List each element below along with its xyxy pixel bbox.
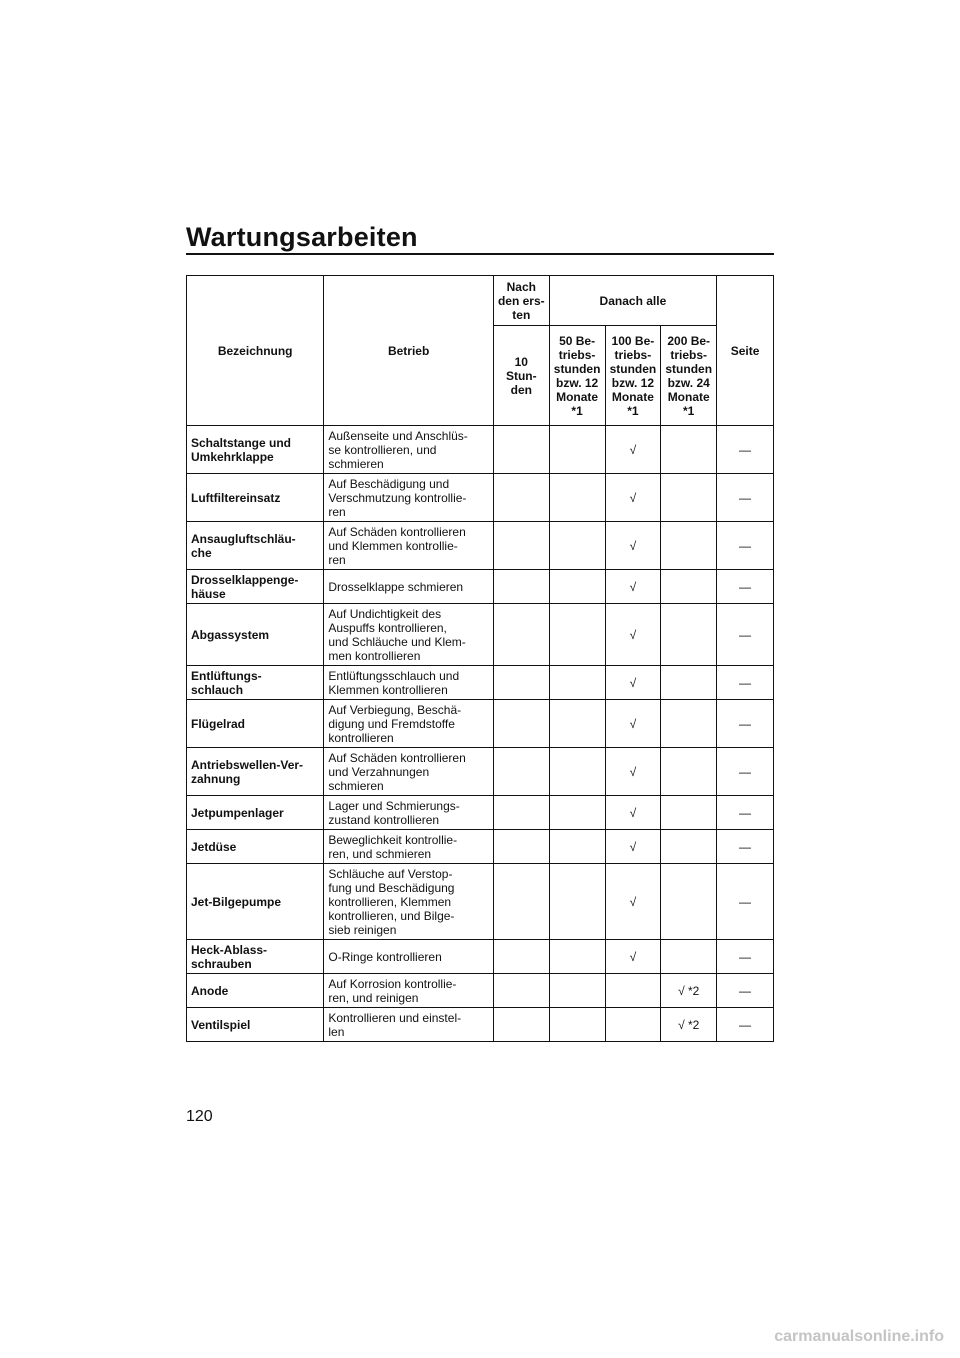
row-mark-200h (661, 700, 717, 748)
row-operation: Auf Schäden kontrollieren und Verzahnungen schmieren (324, 748, 494, 796)
row-mark-200h: √ *2 (661, 1008, 717, 1042)
header-100-stunden: 100 Be- triebs- stunden bzw. 12 Monate *1 (605, 326, 661, 426)
row-seite: — (717, 426, 774, 474)
row-name: Jet-Bilgepumpe (187, 864, 324, 940)
table-row (187, 426, 774, 474)
row-mark-50h (549, 974, 605, 1008)
header-200-stunden: 200 Be- triebs- stunden bzw. 24 Monate *1 (661, 326, 717, 426)
row-mark-10h (493, 700, 549, 748)
row-mark-50h (549, 1008, 605, 1042)
table-row (187, 700, 774, 748)
row-mark-50h (549, 796, 605, 830)
row-mark-200h (661, 426, 717, 474)
row-name: Antriebswellen-Ver- zahnung (187, 748, 324, 796)
row-mark-50h (549, 426, 605, 474)
row-mark-10h (493, 604, 549, 666)
table-row (187, 830, 774, 864)
row-mark-10h (493, 748, 549, 796)
row-name: Entlüftungs- schlauch (187, 666, 324, 700)
row-mark-50h (549, 604, 605, 666)
row-operation: Auf Schäden kontrollieren und Klemmen kontrollie- ren (324, 522, 494, 570)
row-mark-100h (605, 1008, 661, 1042)
table-row (187, 796, 774, 830)
row-operation: Beweglichkeit kontrollie- ren, und schmieren (324, 830, 494, 864)
header-10-stunden: 10 Stun- den (493, 326, 549, 426)
table-row (187, 570, 774, 604)
table-row (187, 522, 774, 570)
row-operation: Lager und Schmierungs- zustand kontrollieren (324, 796, 494, 830)
row-mark-50h (549, 570, 605, 604)
header-betrieb: Betrieb (324, 276, 494, 426)
row-operation: Auf Korrosion kontrollie- ren, und reinigen (324, 974, 494, 1008)
row-mark-200h (661, 864, 717, 940)
row-mark-200h (661, 474, 717, 522)
row-operation: Auf Undichtigkeit des Auspuffs kontrollieren, und Schläuche und Klem- men kontrollieren (324, 604, 494, 666)
table-row (187, 864, 774, 940)
row-mark-10h (493, 666, 549, 700)
row-mark-100h: √ (605, 474, 661, 522)
title-rule (186, 253, 774, 255)
row-name: Heck-Ablass- schrauben (187, 940, 324, 974)
maintenance-table (186, 275, 774, 1042)
table-row (187, 974, 774, 1008)
row-mark-50h (549, 700, 605, 748)
row-mark-10h (493, 426, 549, 474)
row-mark-50h (549, 830, 605, 864)
row-mark-200h (661, 830, 717, 864)
row-seite: — (717, 864, 774, 940)
row-mark-10h (493, 1008, 549, 1042)
row-mark-100h: √ (605, 940, 661, 974)
row-seite: — (717, 522, 774, 570)
row-name: Ventilspiel (187, 1008, 324, 1042)
row-mark-10h (493, 570, 549, 604)
row-mark-10h (493, 974, 549, 1008)
row-mark-10h (493, 474, 549, 522)
row-mark-50h (549, 522, 605, 570)
row-name: Luftfiltereinsatz (187, 474, 324, 522)
row-name: Schaltstange und Umkehrklappe (187, 426, 324, 474)
header-bezeichnung: Bezeichnung (187, 276, 324, 426)
row-name: Anode (187, 974, 324, 1008)
row-mark-100h: √ (605, 830, 661, 864)
row-seite: — (717, 748, 774, 796)
table-row (187, 1008, 774, 1042)
row-mark-100h: √ (605, 700, 661, 748)
row-mark-100h: √ (605, 796, 661, 830)
row-mark-50h (549, 666, 605, 700)
row-seite: — (717, 570, 774, 604)
row-mark-10h (493, 864, 549, 940)
table-row (187, 940, 774, 974)
row-mark-200h (661, 666, 717, 700)
row-mark-10h (493, 830, 549, 864)
row-operation: Auf Verbiegung, Beschä- digung und Fremdstoffe kontrollieren (324, 700, 494, 748)
table-row (187, 474, 774, 522)
header-seite: Seite (717, 276, 774, 426)
row-seite: — (717, 940, 774, 974)
row-seite: — (717, 1008, 774, 1042)
table-row (187, 748, 774, 796)
header-nach-den-ersten: Nach den ers- ten (493, 276, 549, 326)
row-mark-50h (549, 474, 605, 522)
row-mark-10h (493, 522, 549, 570)
row-mark-200h (661, 748, 717, 796)
row-mark-50h (549, 940, 605, 974)
row-mark-50h (549, 748, 605, 796)
row-mark-10h (493, 796, 549, 830)
row-mark-100h: √ (605, 604, 661, 666)
row-name: Abgassystem (187, 604, 324, 666)
row-seite: — (717, 700, 774, 748)
row-seite: — (717, 830, 774, 864)
page-number: 120 (186, 1108, 213, 1125)
row-name: Flügelrad (187, 700, 324, 748)
row-mark-100h: √ (605, 570, 661, 604)
row-mark-200h (661, 940, 717, 974)
row-mark-10h (493, 940, 549, 974)
row-operation: Schläuche auf Verstop- fung und Beschädigung kontrollieren, Klemmen kontrollieren, und Bilge- sieb reinigen (324, 864, 494, 940)
row-mark-200h (661, 796, 717, 830)
row-mark-50h (549, 864, 605, 940)
row-mark-200h: √ *2 (661, 974, 717, 1008)
row-operation: Entlüftungsschlauch und Klemmen kontrollieren (324, 666, 494, 700)
row-name: Ansaugluftschläu- che (187, 522, 324, 570)
row-operation: Außenseite und Anschlüs- se kontrollieren, und schmieren (324, 426, 494, 474)
header-50-stunden: 50 Be- triebs- stunden bzw. 12 Monate *1 (549, 326, 605, 426)
page-title: Wartungsarbeiten (186, 222, 418, 252)
row-operation: Kontrollieren und einstel- len (324, 1008, 494, 1042)
header-danach-alle: Danach alle (549, 276, 716, 326)
row-mark-100h (605, 974, 661, 1008)
row-mark-200h (661, 570, 717, 604)
watermark: carmanualsonline.info (774, 1328, 944, 1345)
table-row (187, 666, 774, 700)
row-seite: — (717, 604, 774, 666)
row-mark-100h: √ (605, 522, 661, 570)
row-mark-200h (661, 522, 717, 570)
row-name: Jetdüse (187, 830, 324, 864)
row-mark-100h: √ (605, 864, 661, 940)
row-name: Drosselklappenge- häuse (187, 570, 324, 604)
row-operation: Auf Beschädigung und Verschmutzung kontrollie- ren (324, 474, 494, 522)
row-operation: O-Ringe kontrollieren (324, 940, 494, 974)
row-seite: — (717, 666, 774, 700)
row-name: Jetpumpenlager (187, 796, 324, 830)
row-mark-200h (661, 604, 717, 666)
table-row (187, 604, 774, 666)
row-seite: — (717, 796, 774, 830)
row-mark-100h: √ (605, 666, 661, 700)
row-mark-100h: √ (605, 426, 661, 474)
row-seite: — (717, 474, 774, 522)
row-seite: — (717, 974, 774, 1008)
row-mark-100h: √ (605, 748, 661, 796)
row-operation: Drosselklappe schmieren (324, 570, 494, 604)
